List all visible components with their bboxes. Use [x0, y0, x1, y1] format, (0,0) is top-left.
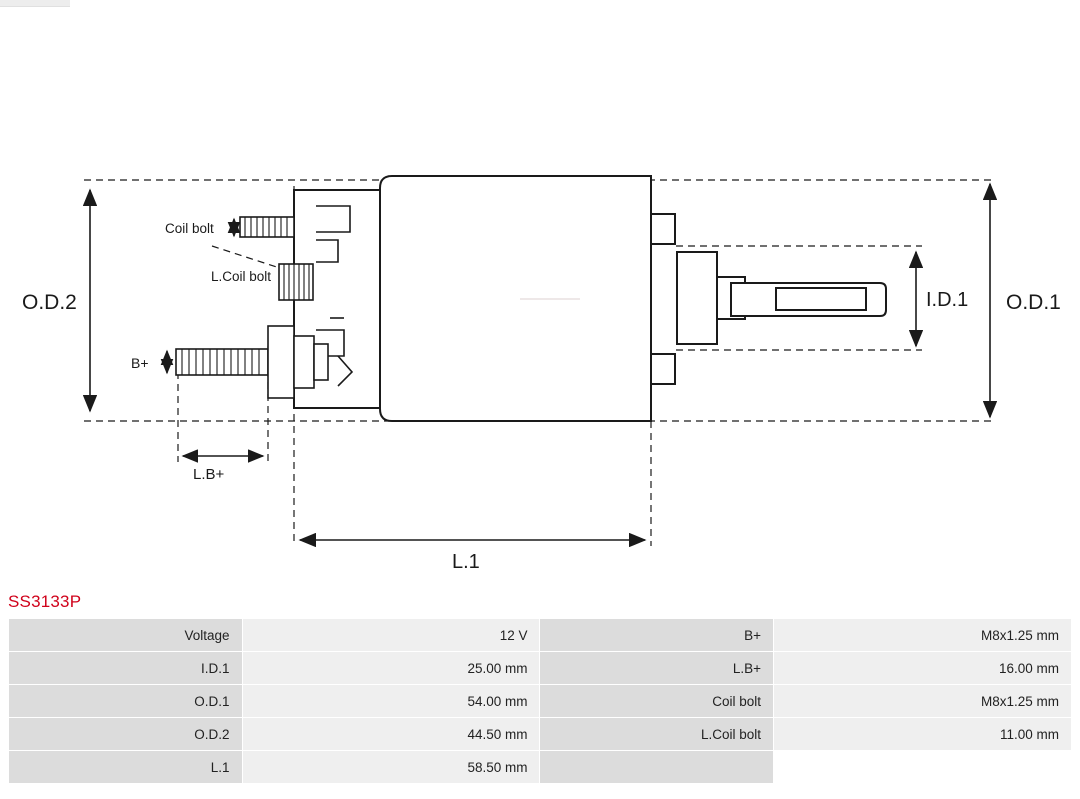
spec-label-empty: [540, 751, 774, 784]
specifications-table: [8, 618, 1072, 784]
solenoid-body: [294, 176, 651, 421]
spec-label: Voltage: [9, 619, 243, 652]
spec-label: I.D.1: [9, 652, 243, 685]
coil-bolt-label: Coil bolt: [165, 221, 214, 236]
spec-value: 44.50 mm: [242, 718, 540, 751]
coil-bolt-callout: [165, 219, 234, 236]
l-bplus-label: L.B+: [193, 466, 225, 483]
table-row: [9, 751, 1072, 784]
spec-value-empty: [774, 751, 1072, 784]
spec-label: Coil bolt: [540, 685, 774, 718]
spec-label: B+: [540, 619, 774, 652]
od1-label: O.D.1: [1006, 291, 1061, 314]
spec-value: 11.00 mm: [774, 718, 1072, 751]
table-row: [9, 685, 1072, 718]
b-plus-callout: [131, 351, 167, 373]
l1-dimension: [300, 540, 645, 573]
spec-value: M8x1.25 mm: [774, 685, 1072, 718]
table-row: [9, 652, 1072, 685]
od1-dimension: [990, 184, 1061, 417]
spec-value: M8x1.25 mm: [774, 619, 1072, 652]
id1-label: I.D.1: [926, 289, 969, 311]
id1-dimension: [916, 252, 968, 346]
specs-table-body: [9, 619, 1072, 784]
plunger-assembly: [651, 214, 886, 384]
spec-label: L.B+: [540, 652, 774, 685]
b-plus-label: B+: [131, 355, 149, 371]
table-row: [9, 619, 1072, 652]
od2-label: O.D.2: [22, 291, 77, 314]
l1-label: L.1: [452, 551, 480, 573]
table-row: [9, 718, 1072, 751]
spec-label: L.1: [9, 751, 243, 784]
l-coil-bolt-stud: [279, 264, 313, 300]
part-code: SS3133P: [8, 592, 82, 611]
l-coil-bolt-callout: [211, 269, 271, 284]
b-plus-terminal: [176, 326, 328, 398]
spec-value: 54.00 mm: [242, 685, 540, 718]
spec-value: 25.00 mm: [242, 652, 540, 685]
spec-label: O.D.1: [9, 685, 243, 718]
spec-label: O.D.2: [9, 718, 243, 751]
spec-value: 58.50 mm: [242, 751, 540, 784]
spec-label: L.Coil bolt: [540, 718, 774, 751]
coil-bolt-stud: [240, 217, 294, 237]
spec-value: 12 V: [242, 619, 540, 652]
l-coil-bolt-label: L.Coil bolt: [211, 269, 272, 284]
spec-value: 16.00 mm: [774, 652, 1072, 685]
od2-dimension: [22, 190, 90, 411]
l-bplus-dimension: [183, 456, 263, 483]
